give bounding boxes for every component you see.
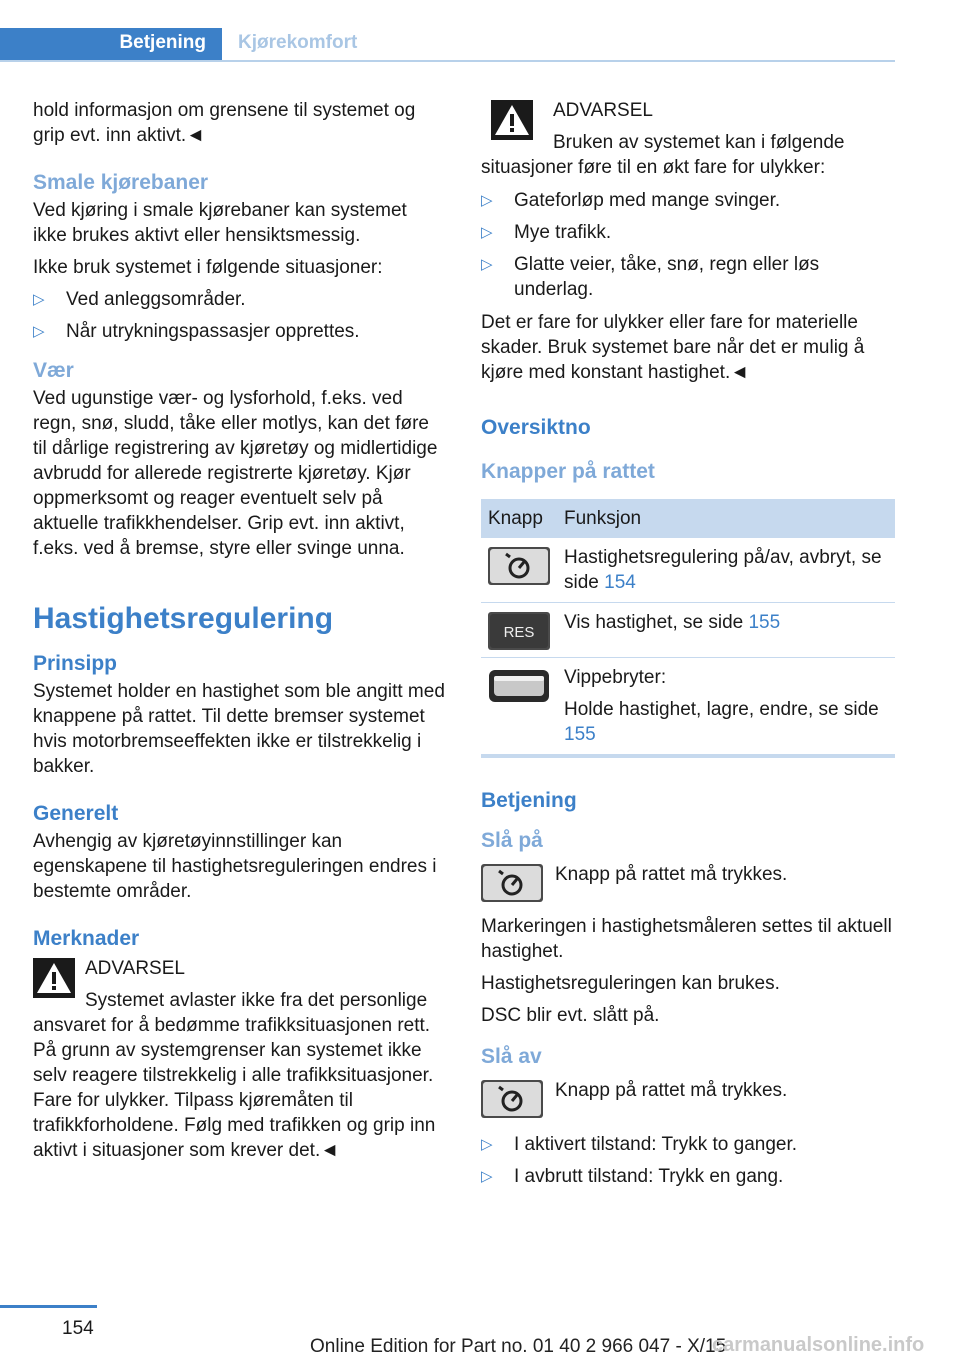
- triangle-bullet-icon: ▷: [481, 192, 493, 209]
- triangle-bullet-icon: ▷: [481, 1168, 493, 1185]
- function-text: Holde hastighet, lagre, endre, se side: [564, 699, 879, 720]
- cruise-control-key-icon: [481, 864, 543, 902]
- table-header-row: [481, 499, 895, 538]
- column-header-function: Funksjon: [557, 499, 895, 538]
- tab-kjorekomfort[interactable]: Kjørekomfort: [238, 32, 358, 53]
- switch-on-p1: Markeringen i hastighetsmåleren settes til aktuell hastighet.: [481, 916, 892, 962]
- list-item: ▷ Mye trafikk.: [481, 222, 612, 243]
- warning-text: Systemet avlaster ikke fra det personlige ansvaret for å bedømme trafikksituasjonen rett. På grunn av systemgrenser kan systemet ikke selv reagere tilstrekkelig i alle trafikksituasjoner. Fare for ulykker. Tilpass kjøremåten til trafikkforholdene. Følg med trafikken og grip inn aktivt i situasjoner som krever det.◄: [33, 990, 436, 1161]
- list-item: ▷ Gateforløp med mange svinger.: [481, 190, 781, 211]
- right-column: [481, 98, 895, 1197]
- function-text: Hastighetsregulering på/av, avbryt, se side: [564, 547, 882, 593]
- principle-heading: Prinsipp: [33, 652, 118, 675]
- principle-text: Systemet holder en hastighet som ble angitt med knappene på rattet. Til dette bremser systemet hvis motorbremseeffekten ikke er tilstrekkelig i bakker.: [33, 681, 445, 777]
- narrow-lanes-text: Ved kjøring i smale kjørebaner kan systemet ikke brukes aktivt eller hensiktsmessig.: [33, 200, 407, 246]
- table-row: [481, 538, 895, 603]
- buttons-heading: Knapper på rattet: [481, 460, 655, 483]
- list-item: ▷ Ved anleggsområder.: [33, 289, 246, 310]
- header-tabs: [0, 28, 895, 62]
- buttons-table: [481, 499, 895, 758]
- page-ref-link[interactable]: 155: [748, 612, 781, 633]
- switch-off-list: [481, 1132, 895, 1189]
- tab-betjening[interactable]: Betjening: [0, 28, 222, 60]
- switch-off-block: [481, 1078, 895, 1124]
- warning-text: Bruken av systemet kan i følgende situasjoner føre til en økt fare for ulykker:: [481, 132, 845, 178]
- warning-triangle-icon: [481, 100, 543, 140]
- cruise-control-key-icon: [488, 547, 550, 585]
- switch-on-p2: Hastighetsreguleringen kan brukes.: [481, 973, 780, 994]
- list-item: ▷ I aktivert tilstand: Trykk to ganger.: [481, 1134, 798, 1155]
- weather-heading: Vær: [33, 359, 74, 382]
- list-item: ▷ Glatte veier, tåke, snø, regn eller løs underlag.: [481, 254, 820, 300]
- general-heading: Generelt: [33, 802, 119, 825]
- warning-block: [481, 98, 895, 180]
- table-row: [481, 658, 895, 757]
- warning-situations-list: [481, 188, 895, 302]
- warning-block: [33, 956, 445, 1163]
- triangle-bullet-icon: ▷: [481, 1136, 493, 1153]
- narrow-lanes-text-2: Ikke bruk systemet i følgende situasjoner:: [33, 257, 383, 278]
- page-ref-link[interactable]: 155: [564, 724, 596, 745]
- page-ref-link[interactable]: 154: [604, 572, 636, 593]
- cruise-control-key-icon: [481, 1080, 543, 1118]
- general-text: Avhengig av kjøretøyinnstillinger kan egenskapene til hastighetsreguleringen endres i bestemte områder.: [33, 831, 437, 902]
- triangle-bullet-icon: ▷: [481, 256, 493, 273]
- warning-triangle-icon: [33, 958, 75, 998]
- overview-heading: Oversiktno: [481, 416, 591, 439]
- main-heading: Hastighetsregulering: [33, 602, 334, 635]
- column-header-key: Knapp: [481, 499, 557, 538]
- weather-text: Ved ugunstige vær- og lysforhold, f.eks. ved regn, snø, sludd, tåke eller motlys, kan det føre til dårlige registrering av kjøretøy og midlertidige avbrudd for allerede registrerte kjøretøy. Kjør oppmerksomt og reager eventuelt selv på aktuelle trafikkhendelser. Grip evt. inn aktivt, f.eks. ved å bremse, styre eller svinge unna.: [33, 388, 438, 559]
- rocker-switch-key-icon: [488, 667, 550, 705]
- switch-off-heading: Slå av: [481, 1045, 542, 1068]
- watermark: carmanualsonline.info: [712, 1334, 925, 1356]
- triangle-bullet-icon: ▷: [481, 224, 493, 241]
- operation-heading: Betjening: [481, 789, 577, 812]
- left-column: [33, 98, 445, 1169]
- list-item: ▷ Når utrykningspassasjer opprettes.: [33, 321, 360, 342]
- switch-on-heading: Slå på: [481, 829, 543, 852]
- page-number: 154: [62, 1318, 94, 1339]
- warning-title: ADVARSEL: [553, 100, 653, 121]
- triangle-bullet-icon: ▷: [33, 291, 45, 308]
- edition-text: Online Edition for Part no. 01 40 2 966 047 - X/15: [310, 1336, 727, 1357]
- warning-title: ADVARSEL: [85, 958, 185, 979]
- function-text: Vis hastighet, se side: [564, 612, 744, 633]
- switch-on-p3: DSC blir evt. slått på.: [481, 1005, 660, 1026]
- narrow-lanes-list: [33, 287, 445, 344]
- list-item: ▷ I avbrutt tilstand: Trykk en gang.: [481, 1166, 784, 1187]
- intro-text: hold informasjon om grensene til systemet og grip evt. inn aktivt.◄: [33, 100, 416, 146]
- notes-heading: Merknader: [33, 927, 140, 950]
- res-key-label: RES: [503, 624, 535, 641]
- warning-after-text: Det er fare for ulykker eller fare for materielle skader. Bruk systemet bare når det er mulig å kjøre med konstant hastighet.◄: [481, 312, 865, 383]
- table-row: [481, 603, 895, 658]
- footer-rule: [0, 1305, 97, 1308]
- narrow-lanes-heading: Smale kjørebaner: [33, 171, 209, 194]
- switch-on-text: Knapp på rattet må trykkes.: [555, 864, 788, 885]
- function-text: Vippebryter:: [564, 667, 667, 688]
- triangle-bullet-icon: ▷: [33, 323, 45, 340]
- switch-on-block: [481, 862, 895, 908]
- res-key-icon: [488, 612, 550, 650]
- switch-off-text: Knapp på rattet må trykkes.: [555, 1080, 788, 1101]
